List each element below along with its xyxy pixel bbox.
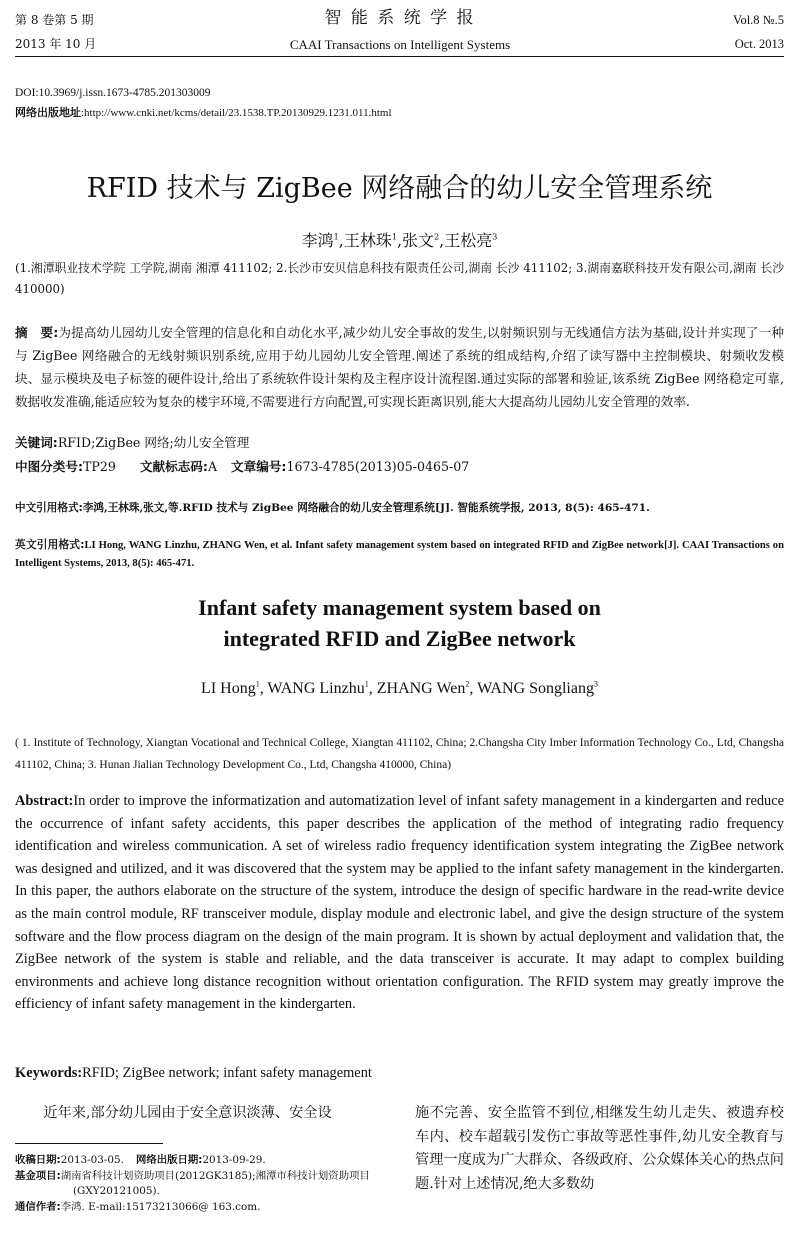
abstract-cn-label: 摘 要: [15,325,59,340]
authors-cn [15,230,784,252]
abstract-en-label: Abstract: [15,793,74,809]
corresponding-label: 通信作者: [15,1200,61,1213]
author-en-2: , WANG Linzhu [259,680,365,697]
title-en [15,592,784,654]
abstract-en-text: In order to improve the informatization and automatization level of infant safety management in a kindergarten and reduce the occurrence of infant safety accidents, this paper describes the application of the method of integrating radio frequency identification and wireless communication. A set of wireless radio frequency identification system integrating the ZigBee network was designed and utilized, and it was discovered that the system may be applied to the infant safety management in the kindergarten. In this paper, the authors elaborate on the structure of the system, introduce the design of specific hardware in the read-write device as the main control module, RF transceiver module, display module and electronic label, and give the design structure of the system software and the flow process diagram on the design of the main program. It is shown by actual deployment and validation that, the ZigBee network of the system is stable and reliable, and the data transceiver is accurate. It may adapt to complex building environments and achieve long distance recognition without orientation configuration. The RFID system may greatly improve the efficiency of infant safety management in the kindergarten. [15,793,784,1013]
doi: DOI:10.3969/j.issn.1673-4785.201303009 [15,87,211,99]
keywords-cn-text: RFID;ZigBee 网络;幼儿安全管理 [57,435,250,450]
footnote-rule [15,1143,163,1144]
footnote-dates [15,1153,395,1169]
author-en-3: , ZHANG Wen [368,680,466,697]
keywords-cn [15,434,249,452]
citation-en-text: LI Hong, WANG Linzhu, ZHANG Wen, et al. Infant safety management system based on integrated RFID and ZigBee network[J]. CAAI Transactions on Intelligent Systems, 2013, 8(5): 465-471. [15,540,784,569]
author-en-3-affil: 2 [465,679,470,689]
author-3: ,张文 [396,231,435,250]
header-date-en: Oct. 2013 [734,37,784,51]
doc-code-label: 文献标志码: [139,459,208,474]
header-volume-en: Vol.8 №.5 [733,13,784,27]
fund-label: 基金项目: [15,1169,61,1182]
keywords-cn-label: 关键词: [15,435,58,450]
affiliations-cn: (1.湘潭职业技术学院 工学院,湖南 湘潭 411102; 2.长沙市安贝信息科技有限责任公司,湖南 长沙 411102; 3.湖南嘉联科技开发有限公司,湖南 长沙 410000) [15,261,784,296]
title-cn: RFID 技术与 ZigBee 网络融合的幼儿安全管理系统 [86,173,713,204]
author-2: ,王林珠 [338,231,392,250]
citation-cn [15,500,784,518]
fund-value: 湖南省科技计划资助项目(2012GK3185);湘潭市科技计划资助项目(GXY20121005). [60,1169,370,1198]
title-en-line-1: Infant safety management system based on [198,595,601,620]
affiliations-en: ( 1. Institute of Technology, Xiangtan Vocational and Technical College, Xiangtan 411102, China; 2.Changsha City Imber Information Technology Co., Ltd, Changsha 411102, China; 3. Hunan Jialian Technology Development Co., Ltd, Changsha 410000, China) [15,737,784,771]
author-3-affil: 2 [434,232,440,242]
online-pub-value: 2013-09-29. [202,1154,266,1166]
footnote-corresponding [15,1200,395,1216]
journal-title-cn: 智 能 系 统 学 报 [324,8,476,28]
article-no-value: 1673-4785(2013)05-0465-07 [286,459,470,474]
url-value: :http://www.cnki.net/kcms/detail/23.1538.TP.20130929.1231.011.html [81,107,392,119]
online-pub-label: 网络出版日期: [135,1154,203,1166]
author-1-affil: 1 [333,232,339,242]
author-4: ,王松亮 [439,231,493,250]
body-left-column: 近年来,部分幼儿园由于安全意识淡薄、安全设 [43,1105,332,1121]
footnote-fund [15,1169,395,1200]
keywords-en-text: RFID; ZigBee network; infant safety management [82,1065,372,1081]
corresponding-value: 李鸿. E-mail:15173213066@ 163.com. [60,1200,261,1213]
received-label: 收稿日期: [15,1154,61,1166]
received-value: 2013-03-05. [60,1154,124,1166]
keywords-en-label: Keywords: [15,1065,83,1081]
title-en-line-2: integrated RFID and ZigBee network [223,626,576,651]
header-rule [15,56,784,57]
clc-value: TP29 [83,459,116,474]
abstract-cn-text: 为提高幼儿园幼儿安全管理的信息化和自动化水平,减少幼儿安全事故的发生,以射频识别与无线通信方法为基础,设计并实现了一种与 ZigBee 网络融合的无线射频识别系统,应用于幼儿园幼儿安全管理.阐述了系统的组成结构,介绍了读写器中主控制模块、射频收发模块、显示模块及电子标签的硬件设计,给出了系统软件设计架构及主程序设计流程图.通过实际的部署和验证,该系统 ZigBee 网络稳定可靠,数据收发准确,能适应较为复杂的楼宇环境,不需要进行方向配置,可实现长距离识别,能大大提高幼儿园幼儿安全管理的效率. [15,325,784,409]
clc-label: 中图分类号: [15,459,84,474]
author-en-1: LI Hong [201,680,256,697]
author-en-4-affil: 3 [593,679,598,689]
abstract-cn [15,321,784,413]
keywords-en [15,1063,372,1083]
citation-en [15,537,784,572]
abstract-en [15,790,784,1016]
footnote [15,1153,395,1215]
citation-cn-label: 中文引用格式: [15,502,83,514]
online-url [15,106,392,120]
author-4-affil: 3 [492,232,498,242]
doc-code-value: A [207,459,218,474]
header-volume: 第 8 卷第 5 期 [15,13,94,27]
classification-line [15,458,469,476]
citation-en-label: 英文引用格式: [15,539,85,551]
author-en-2-affil: 1 [364,679,369,689]
author-1: 李鸿 [301,231,334,250]
header-date: 2013 年 10 月 [15,37,97,51]
body-right-column: 施不完善、安全监管不到位,相继发生幼儿走失、被遗弃校车内、校车超载引发伤亡事故等恶性事件,幼儿安全教育与管理一度成为广大群众、各级政府、公众媒体关心的热点问题.针对上述情况,绝大多数幼 [415,1105,784,1192]
authors-en [15,678,784,700]
url-label: 网络出版地址 [15,106,81,119]
article-no-label: 文章编号: [231,459,287,474]
citation-cn-text: 李鸿,王林珠,张文,等.RFID 技术与 ZigBee 网络融合的幼儿安全管理系统[J]. 智能系统学报, 2013, 8(5): 465-471. [82,502,650,514]
journal-title-en: CAAI Transactions on Intelligent Systems [289,37,511,52]
author-2-affil: 1 [391,232,397,242]
author-en-1-affil: 1 [255,679,260,689]
author-en-4: , WANG Songliang [469,680,594,697]
